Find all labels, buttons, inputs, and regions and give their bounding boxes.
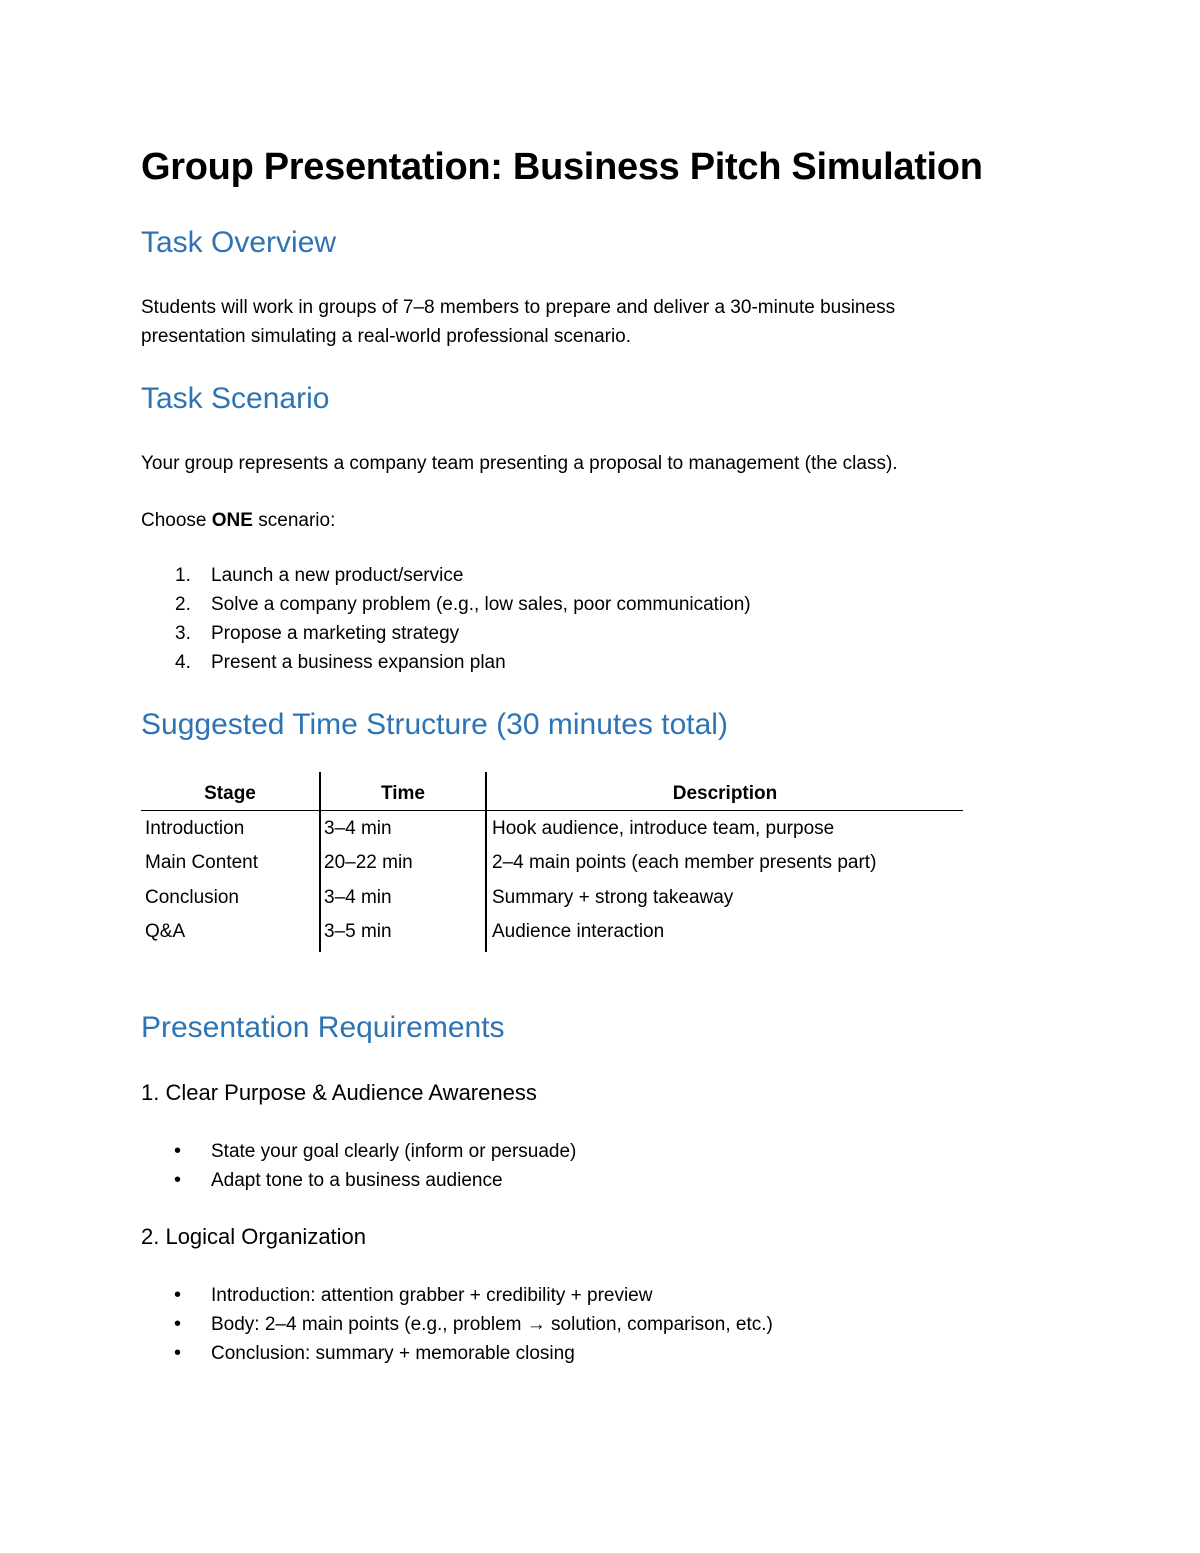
- time-structure-table: [141, 772, 963, 952]
- list-item: [141, 1137, 576, 1166]
- list-item-text: Solve a company problem (e.g., low sales, poor communication): [211, 594, 751, 615]
- table-cell-stage: Main Content: [145, 852, 259, 873]
- table-cell-description: Audience interaction: [492, 921, 665, 942]
- table-cell-time: 3–4 min: [324, 887, 392, 908]
- list-item-text: Propose a marketing strategy: [211, 623, 460, 644]
- bullet-icon: •: [174, 1313, 182, 1335]
- bullet-icon: •: [174, 1342, 182, 1364]
- list-number: 4.: [175, 652, 191, 673]
- list-item-text: State your goal clearly (inform or persuade): [211, 1141, 577, 1162]
- section-heading-presentation-requirements: Presentation Requirements: [141, 1011, 505, 1044]
- logical-organization-bullets: [141, 1281, 773, 1368]
- overview-paragraph-line-2: presentation simulating a real-world professional scenario.: [141, 326, 632, 347]
- bullet-icon: •: [174, 1284, 182, 1306]
- list-item: [141, 1339, 773, 1368]
- table-cell-stage: Conclusion: [145, 887, 239, 908]
- table-cell-time: 3–4 min: [324, 818, 392, 839]
- list-item-text: Present a business expansion plan: [211, 652, 506, 673]
- table-cell-time: 3–5 min: [324, 921, 392, 942]
- section-heading-time-structure: Suggested Time Structure (30 minutes total): [141, 708, 728, 741]
- list-number: 2.: [175, 594, 191, 615]
- bullet-icon: •: [174, 1140, 182, 1162]
- list-item: [141, 1166, 576, 1195]
- table-header-stage: Stage: [204, 783, 256, 804]
- table-cell-time: 20–22 min: [324, 852, 413, 873]
- list-item-text: Launch a new product/service: [211, 565, 464, 586]
- page-title: Group Presentation: Business Pitch Simulation: [141, 146, 983, 188]
- list-item-text: Introduction: attention grabber + credibility + preview: [211, 1285, 653, 1306]
- list-item: [141, 1281, 773, 1310]
- table-header-description: Description: [672, 783, 778, 804]
- list-item: [141, 590, 751, 619]
- list-number: 1.: [175, 565, 191, 586]
- list-item: [141, 561, 751, 590]
- section-heading-task-scenario: Task Scenario: [141, 382, 330, 415]
- table-cell-description: Summary + strong takeaway: [492, 887, 734, 908]
- subheading-clear-purpose: 1. Clear Purpose & Audience Awareness: [141, 1080, 537, 1105]
- table-cell-stage: Introduction: [145, 818, 245, 839]
- table-cell-description: Hook audience, introduce team, purpose: [492, 818, 835, 839]
- overview-paragraph-line-1: Students will work in groups of 7–8 members to prepare and deliver a 30-minute business: [141, 297, 896, 318]
- table-header-rule: [141, 810, 963, 811]
- list-item-text: Conclusion: summary + memorable closing: [211, 1343, 575, 1364]
- list-item: [141, 648, 751, 677]
- list-item-text: Body: 2–4 main points (e.g., problem → solution, comparison, etc.): [211, 1314, 773, 1335]
- list-item-text: Adapt tone to a business audience: [211, 1170, 503, 1191]
- scenario-list: [141, 561, 751, 677]
- table-cell-description: 2–4 main points (each member presents part): [492, 852, 877, 873]
- table-cell-stage: Q&A: [145, 921, 186, 942]
- list-number: 3.: [175, 623, 191, 644]
- bullet-icon: •: [174, 1169, 182, 1191]
- scenario-paragraph: Your group represents a company team presenting a proposal to management (the class).: [141, 453, 898, 474]
- choose-scenario-line: [141, 506, 335, 535]
- list-item: [141, 1310, 773, 1339]
- subheading-logical-organization: 2. Logical Organization: [141, 1224, 367, 1249]
- section-heading-task-overview: Task Overview: [141, 226, 337, 259]
- list-item: [141, 619, 751, 648]
- table-header-time: Time: [380, 783, 425, 804]
- choose-prefix: Choose: [141, 510, 212, 531]
- clear-purpose-bullets: [141, 1137, 576, 1195]
- choose-emphasis: ONE: [211, 510, 253, 531]
- choose-suffix: scenario:: [252, 510, 336, 531]
